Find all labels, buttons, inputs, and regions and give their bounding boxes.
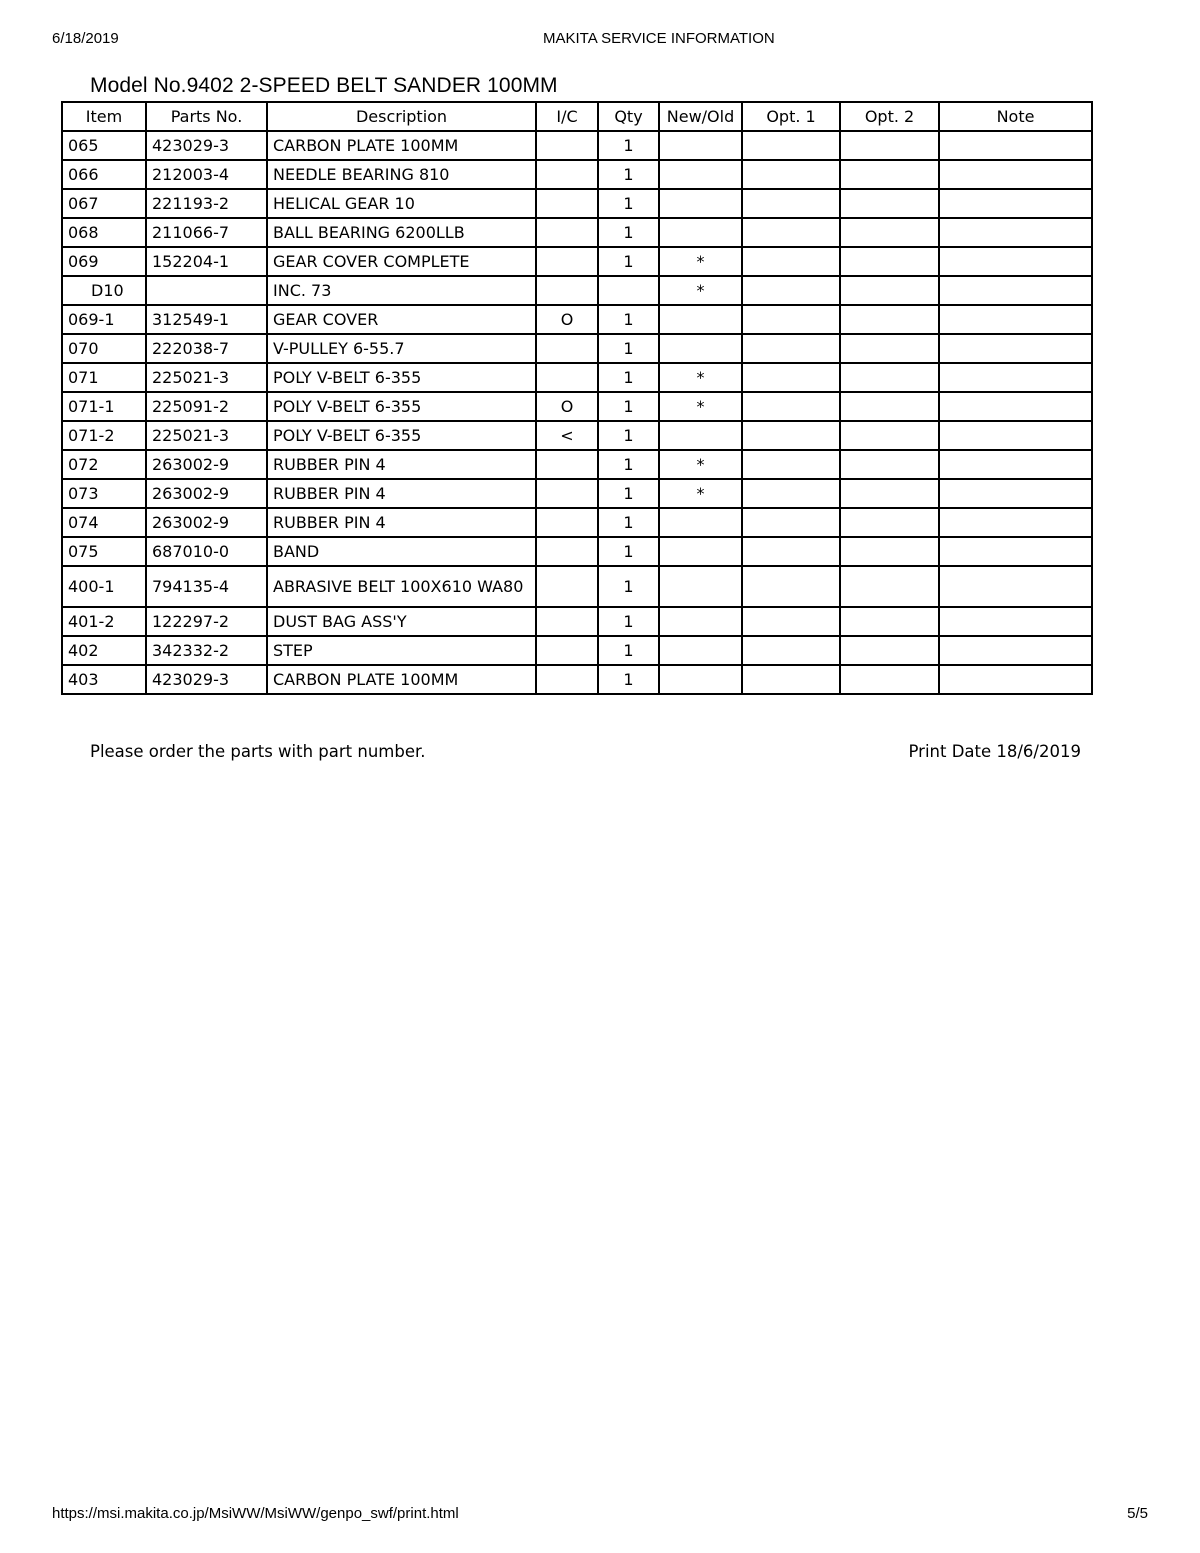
- item-cell: 069-1: [62, 305, 146, 334]
- table-row: [62, 508, 1092, 537]
- opt2-cell: [840, 131, 939, 160]
- new-old-cell: *: [659, 363, 742, 392]
- description-cell: DUST BAG ASS'Y: [267, 607, 536, 636]
- qty-cell: 1: [598, 363, 659, 392]
- parts-table: [61, 101, 1093, 695]
- item-cell: 075: [62, 537, 146, 566]
- opt1-cell: [742, 566, 840, 607]
- description-cell: HELICAL GEAR 10: [267, 189, 536, 218]
- table-row: [62, 305, 1092, 334]
- new-old-cell: [659, 421, 742, 450]
- opt2-cell: [840, 537, 939, 566]
- ic-cell: [536, 665, 598, 694]
- table-row: [62, 450, 1092, 479]
- opt1-cell: [742, 189, 840, 218]
- new-old-cell: *: [659, 479, 742, 508]
- description-cell: RUBBER PIN 4: [267, 479, 536, 508]
- table-row: [62, 479, 1092, 508]
- column-header: I/C: [536, 102, 598, 131]
- note-cell: [939, 334, 1092, 363]
- note-cell: [939, 218, 1092, 247]
- description-cell: CARBON PLATE 100MM: [267, 665, 536, 694]
- opt2-cell: [840, 508, 939, 537]
- new-old-cell: [659, 636, 742, 665]
- opt1-cell: [742, 160, 840, 189]
- item-cell: 073: [62, 479, 146, 508]
- print-header-title: MAKITA SERVICE INFORMATION: [543, 30, 775, 47]
- parts-no-cell: 221193-2: [146, 189, 267, 218]
- opt1-cell: [742, 334, 840, 363]
- parts-no-cell: 263002-9: [146, 479, 267, 508]
- opt1-cell: [742, 305, 840, 334]
- item-cell: D10: [62, 276, 146, 305]
- note-cell: [939, 392, 1092, 421]
- opt2-cell: [840, 305, 939, 334]
- qty-cell: [598, 276, 659, 305]
- item-cell: 065: [62, 131, 146, 160]
- qty-cell: 1: [598, 392, 659, 421]
- parts-no-cell: 225021-3: [146, 421, 267, 450]
- new-old-cell: [659, 665, 742, 694]
- parts-no-cell: 263002-9: [146, 508, 267, 537]
- table-row: [62, 131, 1092, 160]
- item-cell: 074: [62, 508, 146, 537]
- ic-cell: [536, 566, 598, 607]
- table-row: [62, 607, 1092, 636]
- description-cell: BALL BEARING 6200LLB: [267, 218, 536, 247]
- table-row: [62, 665, 1092, 694]
- qty-cell: 1: [598, 450, 659, 479]
- qty-cell: 1: [598, 421, 659, 450]
- new-old-cell: [659, 607, 742, 636]
- opt1-cell: [742, 247, 840, 276]
- opt2-cell: [840, 363, 939, 392]
- table-header-row: [62, 102, 1092, 131]
- qty-cell: 1: [598, 665, 659, 694]
- description-cell: NEEDLE BEARING 810: [267, 160, 536, 189]
- table-row: [62, 189, 1092, 218]
- print-header-date: 6/18/2019: [52, 30, 119, 47]
- new-old-cell: [659, 305, 742, 334]
- item-cell: 401-2: [62, 607, 146, 636]
- opt2-cell: [840, 334, 939, 363]
- opt1-cell: [742, 508, 840, 537]
- ic-cell: [536, 363, 598, 392]
- parts-no-cell: 423029-3: [146, 665, 267, 694]
- new-old-cell: [659, 537, 742, 566]
- opt2-cell: [840, 566, 939, 607]
- item-cell: 070: [62, 334, 146, 363]
- note-cell: [939, 131, 1092, 160]
- note-cell: [939, 479, 1092, 508]
- new-old-cell: [659, 189, 742, 218]
- item-cell: 069: [62, 247, 146, 276]
- qty-cell: 1: [598, 160, 659, 189]
- table-row: [62, 636, 1092, 665]
- new-old-cell: [659, 218, 742, 247]
- note-cell: [939, 636, 1092, 665]
- opt2-cell: [840, 247, 939, 276]
- parts-no-cell: 211066-7: [146, 218, 267, 247]
- ic-cell: [536, 607, 598, 636]
- note-cell: [939, 508, 1092, 537]
- description-cell: V-PULLEY 6-55.7: [267, 334, 536, 363]
- note-cell: [939, 189, 1092, 218]
- description-cell: RUBBER PIN 4: [267, 450, 536, 479]
- qty-cell: 1: [598, 131, 659, 160]
- qty-cell: 1: [598, 334, 659, 363]
- parts-no-cell: 225091-2: [146, 392, 267, 421]
- opt2-cell: [840, 479, 939, 508]
- column-header: Item: [62, 102, 146, 131]
- parts-no-cell: 794135-4: [146, 566, 267, 607]
- opt2-cell: [840, 160, 939, 189]
- table-row: [62, 276, 1092, 305]
- note-cell: [939, 566, 1092, 607]
- new-old-cell: [659, 508, 742, 537]
- note-cell: [939, 421, 1092, 450]
- item-cell: 071: [62, 363, 146, 392]
- parts-no-cell: 225021-3: [146, 363, 267, 392]
- note-cell: [939, 247, 1092, 276]
- ic-cell: [536, 636, 598, 665]
- qty-cell: 1: [598, 479, 659, 508]
- parts-no-cell: 263002-9: [146, 450, 267, 479]
- item-cell: 071-2: [62, 421, 146, 450]
- opt1-cell: [742, 363, 840, 392]
- qty-cell: 1: [598, 305, 659, 334]
- note-cell: [939, 537, 1092, 566]
- opt1-cell: [742, 392, 840, 421]
- note-cell: [939, 607, 1092, 636]
- new-old-cell: *: [659, 247, 742, 276]
- description-cell: INC. 73: [267, 276, 536, 305]
- opt2-cell: [840, 450, 939, 479]
- parts-no-cell: 122297-2: [146, 607, 267, 636]
- table-row: [62, 392, 1092, 421]
- order-note: Please order the parts with part number.: [90, 742, 426, 761]
- opt1-cell: [742, 131, 840, 160]
- description-cell: GEAR COVER COMPLETE: [267, 247, 536, 276]
- ic-cell: [536, 276, 598, 305]
- column-header: New/Old: [659, 102, 742, 131]
- ic-cell: [536, 160, 598, 189]
- ic-cell: [536, 131, 598, 160]
- table-row: [62, 421, 1092, 450]
- qty-cell: 1: [598, 607, 659, 636]
- ic-cell: [536, 334, 598, 363]
- item-cell: 066: [62, 160, 146, 189]
- print-footer-page: 5/5: [1127, 1505, 1148, 1522]
- ic-cell: [536, 450, 598, 479]
- new-old-cell: [659, 160, 742, 189]
- opt1-cell: [742, 607, 840, 636]
- qty-cell: 1: [598, 636, 659, 665]
- note-cell: [939, 305, 1092, 334]
- note-cell: [939, 450, 1092, 479]
- table-row: [62, 537, 1092, 566]
- description-cell: POLY V-BELT 6-355: [267, 421, 536, 450]
- ic-cell: [536, 247, 598, 276]
- new-old-cell: [659, 566, 742, 607]
- opt2-cell: [840, 189, 939, 218]
- item-cell: 067: [62, 189, 146, 218]
- new-old-cell: [659, 334, 742, 363]
- qty-cell: 1: [598, 247, 659, 276]
- new-old-cell: [659, 131, 742, 160]
- ic-cell: <: [536, 421, 598, 450]
- opt1-cell: [742, 479, 840, 508]
- opt2-cell: [840, 607, 939, 636]
- qty-cell: 1: [598, 508, 659, 537]
- opt1-cell: [742, 421, 840, 450]
- parts-no-cell: 212003-4: [146, 160, 267, 189]
- parts-no-cell: 312549-1: [146, 305, 267, 334]
- parts-no-cell: 687010-0: [146, 537, 267, 566]
- table-row: [62, 160, 1092, 189]
- description-cell: POLY V-BELT 6-355: [267, 363, 536, 392]
- parts-no-cell: 342332-2: [146, 636, 267, 665]
- description-cell: RUBBER PIN 4: [267, 508, 536, 537]
- parts-no-cell: 152204-1: [146, 247, 267, 276]
- table-row: [62, 218, 1092, 247]
- item-cell: 402: [62, 636, 146, 665]
- ic-cell: [536, 218, 598, 247]
- description-cell: GEAR COVER: [267, 305, 536, 334]
- ic-cell: [536, 189, 598, 218]
- qty-cell: 1: [598, 218, 659, 247]
- ic-cell: O: [536, 305, 598, 334]
- new-old-cell: *: [659, 276, 742, 305]
- opt1-cell: [742, 276, 840, 305]
- note-cell: [939, 665, 1092, 694]
- item-cell: 403: [62, 665, 146, 694]
- table-row: [62, 566, 1092, 607]
- table-row: [62, 247, 1092, 276]
- opt1-cell: [742, 665, 840, 694]
- qty-cell: 1: [598, 537, 659, 566]
- opt1-cell: [742, 537, 840, 566]
- parts-no-cell: [146, 276, 267, 305]
- print-footer-url: https://msi.makita.co.jp/MsiWW/MsiWW/genpo_swf/print.html: [52, 1505, 459, 1522]
- note-cell: [939, 276, 1092, 305]
- parts-no-cell: 222038-7: [146, 334, 267, 363]
- opt2-cell: [840, 218, 939, 247]
- description-cell: BAND: [267, 537, 536, 566]
- print-date-stamp: Print Date 18/6/2019: [908, 742, 1081, 761]
- description-cell: STEP: [267, 636, 536, 665]
- opt2-cell: [840, 276, 939, 305]
- opt2-cell: [840, 392, 939, 421]
- column-header: Opt. 2: [840, 102, 939, 131]
- item-cell: 400-1: [62, 566, 146, 607]
- item-cell: 068: [62, 218, 146, 247]
- new-old-cell: *: [659, 392, 742, 421]
- qty-cell: 1: [598, 189, 659, 218]
- table-row: [62, 363, 1092, 392]
- parts-table-body: [62, 131, 1092, 694]
- ic-cell: [536, 537, 598, 566]
- parts-no-cell: 423029-3: [146, 131, 267, 160]
- note-cell: [939, 160, 1092, 189]
- ic-cell: O: [536, 392, 598, 421]
- new-old-cell: *: [659, 450, 742, 479]
- table-row: [62, 334, 1092, 363]
- ic-cell: [536, 479, 598, 508]
- item-cell: 071-1: [62, 392, 146, 421]
- opt2-cell: [840, 421, 939, 450]
- opt2-cell: [840, 665, 939, 694]
- opt1-cell: [742, 636, 840, 665]
- column-header: Parts No.: [146, 102, 267, 131]
- opt1-cell: [742, 218, 840, 247]
- item-cell: 072: [62, 450, 146, 479]
- model-title: Model No.9402 2-SPEED BELT SANDER 100MM: [90, 74, 558, 97]
- qty-cell: 1: [598, 566, 659, 607]
- description-cell: ABRASIVE BELT 100X610 WA80: [267, 566, 536, 607]
- column-header: Qty: [598, 102, 659, 131]
- opt2-cell: [840, 636, 939, 665]
- description-cell: CARBON PLATE 100MM: [267, 131, 536, 160]
- description-cell: POLY V-BELT 6-355: [267, 392, 536, 421]
- column-header: Opt. 1: [742, 102, 840, 131]
- ic-cell: [536, 508, 598, 537]
- column-header: Note: [939, 102, 1092, 131]
- column-header: Description: [267, 102, 536, 131]
- note-cell: [939, 363, 1092, 392]
- opt1-cell: [742, 450, 840, 479]
